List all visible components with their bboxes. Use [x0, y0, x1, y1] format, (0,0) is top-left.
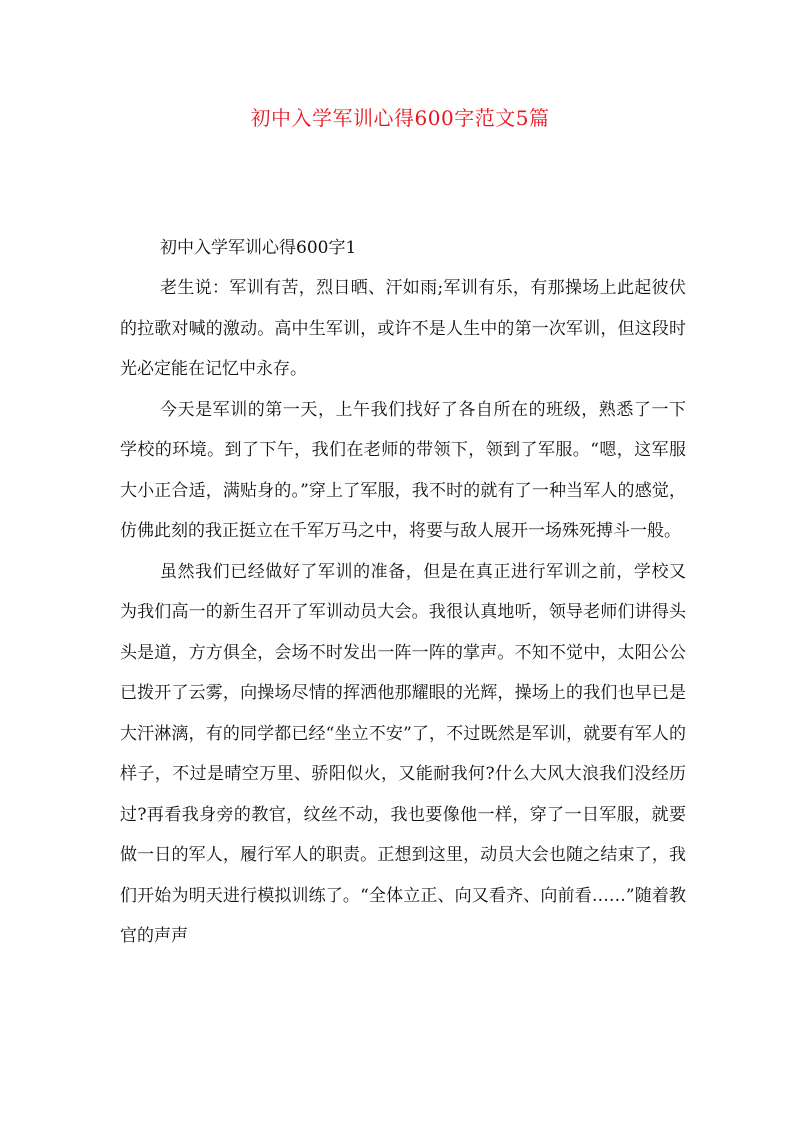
paragraph-3: 虽然我们已经做好了军训的准备，但是在真正进行军训之前，学校又为我们高一的新生召开了军训动员大会。我很认真地听，领导老师们讲得头头是道，方方俱全，会场不时发出一阵一阵的掌声。不知不觉中，太阳公公已拨开了云雾，向操场尽情的挥洒他那耀眼的光辉，操场上的我们也早已是大汗淋漓，有的同学都已经“坐立不安”了，不过既然是军训，就要有军人的样子，不过是晴空万里、骄阳似火，又能耐我何?什么大风大浪我们没经历过?再看我身旁的教官，纹丝不动，我也要像他一样，穿了一日军服，就要做一日的军人，履行军人的职责。正想到这里，动员大会也随之结束了，我们开始为明天进行模拟训练了。“全体立正、向又看齐、向前看……”随着教官的声声 — [120, 561, 686, 946]
document-title: 初中入学军训心得600字范文5篇 — [250, 106, 550, 130]
section-heading: 初中入学军训心得600字1 — [160, 238, 357, 258]
document-body — [120, 228, 686, 957]
paragraph-1: 老生说：军训有苦，烈日晒、汗如雨;军训有乐，有那操场上此起彼伏的拉歌对喊的激动。高中生军训，或许不是人生中的第一次军训，但这段时光必定能在记忆中永存。 — [120, 278, 686, 379]
paragraph-2: 今天是军训的第一天，上午我们找好了各自所在的班级，熟悉了一下学校的环境。到了下午，我们在老师的带领下，领到了军服。“嗯，这军服大小正合适，满贴身的。”穿上了军服，我不时的就有了一种当军人的感觉，仿佛此刻的我正挺立在千军万马之中，将要与敌人展开一场殊死搏斗一般。 — [120, 399, 686, 541]
